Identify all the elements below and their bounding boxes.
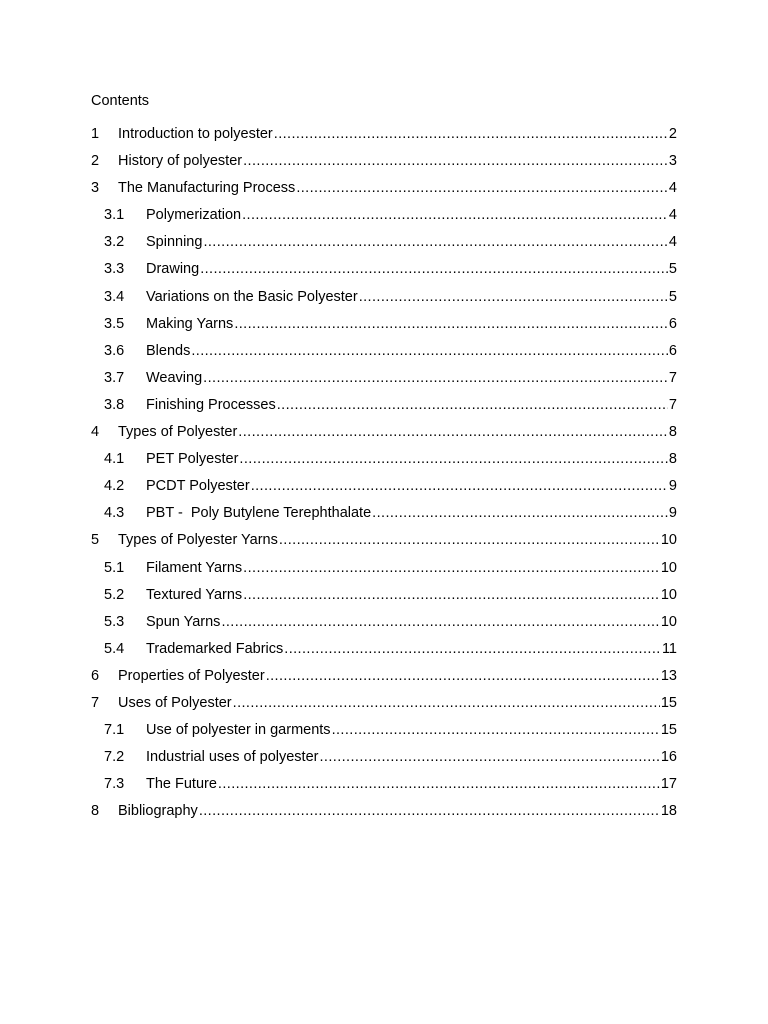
toc-entry-page-number: 8 xyxy=(668,451,677,468)
toc-entry-page-number: 6 xyxy=(668,315,677,332)
toc-dot-leader xyxy=(266,666,660,686)
toc-entry[interactable] xyxy=(0,612,768,639)
toc-entry-number: 3.3 xyxy=(104,261,125,278)
toc-entry-number: 3.1 xyxy=(104,207,125,224)
toc-entry[interactable] xyxy=(0,503,768,530)
toc-entry-number: 7.3 xyxy=(104,776,125,793)
toc-dot-leader xyxy=(284,639,661,659)
toc-entry-page-number: 8 xyxy=(668,424,677,441)
toc-dot-leader xyxy=(203,368,668,388)
toc-entry-number: 4 xyxy=(91,424,100,441)
toc-entry-title: Types of Polyester xyxy=(118,424,238,441)
toc-entry-page-number: 10 xyxy=(660,559,677,576)
toc-entry-line xyxy=(146,720,677,740)
toc-entry-title: The Manufacturing Process xyxy=(118,180,296,197)
toc-entry-title: PET Polyester xyxy=(146,451,239,468)
toc-dot-leader xyxy=(319,747,659,767)
toc-entry-page-number: 10 xyxy=(660,586,677,603)
toc-entry[interactable] xyxy=(0,639,768,666)
toc-entry-page-number: 13 xyxy=(660,667,677,684)
toc-entry[interactable] xyxy=(0,178,768,205)
toc-entry-page-number: 4 xyxy=(668,180,677,197)
toc-entry-title: PBT - Poly Butylene Terephthalate xyxy=(146,505,372,522)
toc-entry-title: Bibliography xyxy=(118,803,198,820)
toc-entry-page-number: 7 xyxy=(668,396,677,413)
toc-dot-leader xyxy=(238,422,668,442)
toc-entry-page-number: 9 xyxy=(668,505,677,522)
toc-dot-leader xyxy=(251,476,668,496)
toc-entry-number: 7.1 xyxy=(104,722,125,739)
toc-entry-line xyxy=(146,612,677,632)
toc-entry-line xyxy=(118,178,677,198)
toc-dot-leader xyxy=(218,774,660,794)
toc-entry-number: 5.2 xyxy=(104,586,125,603)
toc-entry-number: 5.1 xyxy=(104,559,125,576)
toc-entry-line xyxy=(146,476,677,496)
toc-entry[interactable] xyxy=(0,720,768,747)
toc-entry-page-number: 10 xyxy=(660,532,677,549)
toc-entry-page-number: 2 xyxy=(668,126,677,142)
toc-dot-leader xyxy=(359,287,668,307)
toc-entry-line xyxy=(146,341,677,361)
toc-dot-leader xyxy=(243,558,660,578)
toc-entry-line xyxy=(118,530,677,550)
toc-entry-title: Finishing Processes xyxy=(146,396,276,413)
toc-entry-title: The Future xyxy=(146,776,217,793)
toc-entry-number: 6 xyxy=(91,667,100,684)
toc-entry-line xyxy=(146,395,677,415)
toc-entry-title: History of polyester xyxy=(118,153,243,170)
toc-entry-line xyxy=(118,666,677,686)
toc-entry[interactable] xyxy=(0,124,768,151)
toc-entry-number: 1 xyxy=(91,126,100,142)
toc-entry[interactable] xyxy=(0,422,768,449)
toc-dot-leader xyxy=(332,720,660,740)
toc-entry-number: 3 xyxy=(91,180,100,197)
toc-entry-line xyxy=(146,368,677,388)
toc-entry-title: PCDT Polyester xyxy=(146,478,250,495)
toc-entry-number: 5.4 xyxy=(104,640,125,657)
toc-entry[interactable] xyxy=(0,449,768,476)
toc-entry-line xyxy=(146,232,677,252)
toc-entry-number: 3.6 xyxy=(104,342,125,359)
toc-entry-line xyxy=(146,287,677,307)
toc-entry[interactable] xyxy=(0,151,768,178)
toc-entry-line xyxy=(118,422,677,442)
toc-entry-page-number: 15 xyxy=(660,722,677,739)
toc-entry-line xyxy=(146,449,677,469)
toc-entry[interactable] xyxy=(0,368,768,395)
toc-entry-line xyxy=(118,124,677,144)
toc-entry-line xyxy=(118,801,677,821)
toc-entry-title: Industrial uses of polyester xyxy=(146,749,319,766)
toc-entry[interactable] xyxy=(0,232,768,259)
toc-heading: Contents xyxy=(91,93,150,109)
toc-entry-page-number: 6 xyxy=(668,342,677,359)
toc-entry-title: Weaving xyxy=(146,369,203,386)
toc-entry-number: 4.2 xyxy=(104,478,125,495)
toc-entry-line xyxy=(146,558,677,578)
toc-dot-leader xyxy=(277,395,668,415)
toc-entry-title: Blends xyxy=(146,342,191,359)
toc-entry-number: 4.1 xyxy=(104,451,125,468)
toc-entry-page-number: 4 xyxy=(668,207,677,224)
toc-entry-page-number: 5 xyxy=(668,288,677,305)
toc-entry-number: 3.7 xyxy=(104,369,125,386)
toc-entry-line xyxy=(146,503,677,523)
toc-entry-title: Making Yarns xyxy=(146,315,234,332)
toc-dot-leader xyxy=(372,503,668,523)
toc-entry-number: 3.8 xyxy=(104,396,125,413)
toc-entry[interactable] xyxy=(0,259,768,286)
toc-entry[interactable] xyxy=(0,287,768,314)
toc-entry-number: 2 xyxy=(91,153,100,170)
toc-entry[interactable] xyxy=(0,693,768,720)
toc-dot-leader xyxy=(233,693,660,713)
toc-entry[interactable] xyxy=(0,558,768,585)
toc-entry-number: 3.4 xyxy=(104,288,125,305)
toc-entry[interactable] xyxy=(0,747,768,774)
toc-entry-line xyxy=(146,747,677,767)
toc-entry-number: 7.2 xyxy=(104,749,125,766)
toc-entry-title: Polymerization xyxy=(146,207,242,224)
toc-entry-line xyxy=(146,774,677,794)
toc-entry-page-number: 16 xyxy=(660,749,677,766)
toc-entry-page-number: 3 xyxy=(668,153,677,170)
toc-entry-page-number: 11 xyxy=(661,640,677,657)
toc-entry[interactable] xyxy=(0,585,768,612)
toc-dot-leader xyxy=(200,259,668,279)
toc-entry-title: Filament Yarns xyxy=(146,559,243,576)
toc-entry-number: 5.3 xyxy=(104,613,125,630)
toc-entry[interactable] xyxy=(0,774,768,801)
toc-dot-leader xyxy=(239,449,668,469)
toc-entry-number: 7 xyxy=(91,694,100,711)
toc-entry[interactable] xyxy=(0,476,768,503)
toc-entry-number: 3.2 xyxy=(104,234,125,251)
toc-dot-leader xyxy=(203,232,667,252)
toc-entry-title: Textured Yarns xyxy=(146,586,243,603)
toc-dot-leader xyxy=(234,314,668,334)
toc-entry[interactable] xyxy=(0,205,768,232)
toc-entry-line xyxy=(146,259,677,279)
toc-entry[interactable] xyxy=(0,341,768,368)
toc-entry-page-number: 15 xyxy=(660,694,677,711)
toc-dot-leader xyxy=(199,801,660,821)
toc-entry-page-number: 18 xyxy=(660,803,677,820)
toc-dot-leader xyxy=(243,585,660,605)
toc-entry-line xyxy=(118,693,677,713)
toc-entry-title: Uses of Polyester xyxy=(118,694,232,711)
toc-dot-leader xyxy=(274,124,668,144)
toc-entry-title: Variations on the Basic Polyester xyxy=(146,288,358,305)
toc-dot-leader xyxy=(279,530,660,550)
toc-entry-line xyxy=(118,151,677,171)
toc-entry-title: Drawing xyxy=(146,261,200,278)
toc-entry-title: Types of Polyester Yarns xyxy=(118,532,278,549)
toc-entry[interactable] xyxy=(0,314,768,341)
toc-entry-page-number: 5 xyxy=(668,261,677,278)
toc-entry-title: Introduction to polyester xyxy=(118,126,273,142)
toc-entry-number: 4.3 xyxy=(104,505,125,522)
toc-entry-line xyxy=(146,314,677,334)
toc-entry-page-number: 4 xyxy=(668,234,677,251)
toc-entry[interactable] xyxy=(0,666,768,693)
toc-entry-title: Trademarked Fabrics xyxy=(146,640,284,657)
toc-entry-line xyxy=(146,639,677,659)
toc-dot-leader xyxy=(221,612,659,632)
toc-dot-leader xyxy=(242,205,668,225)
toc-entry[interactable] xyxy=(0,801,768,828)
toc-entry-number: 3.5 xyxy=(104,315,125,332)
toc-entry-title: Properties of Polyester xyxy=(118,667,265,684)
toc-entry-number: 8 xyxy=(91,803,100,820)
toc-dot-leader xyxy=(243,151,668,171)
toc-entry[interactable] xyxy=(0,395,768,422)
toc-entry[interactable] xyxy=(0,530,768,557)
toc-dot-leader xyxy=(296,178,668,198)
toc-entry-line xyxy=(146,585,677,605)
toc-dot-leader xyxy=(191,341,668,361)
toc-entry-number: 5 xyxy=(91,532,100,549)
toc-entry-page-number: 10 xyxy=(660,613,677,630)
toc-entry-line xyxy=(146,205,677,225)
toc-list xyxy=(0,124,768,828)
toc-entry-page-number: 7 xyxy=(668,369,677,386)
toc-entry-page-number: 17 xyxy=(660,776,677,793)
toc-entry-title: Spun Yarns xyxy=(146,613,221,630)
toc-entry-title: Spinning xyxy=(146,234,203,251)
toc-entry-page-number: 9 xyxy=(668,478,677,495)
toc-entry-title: Use of polyester in garments xyxy=(146,722,331,739)
